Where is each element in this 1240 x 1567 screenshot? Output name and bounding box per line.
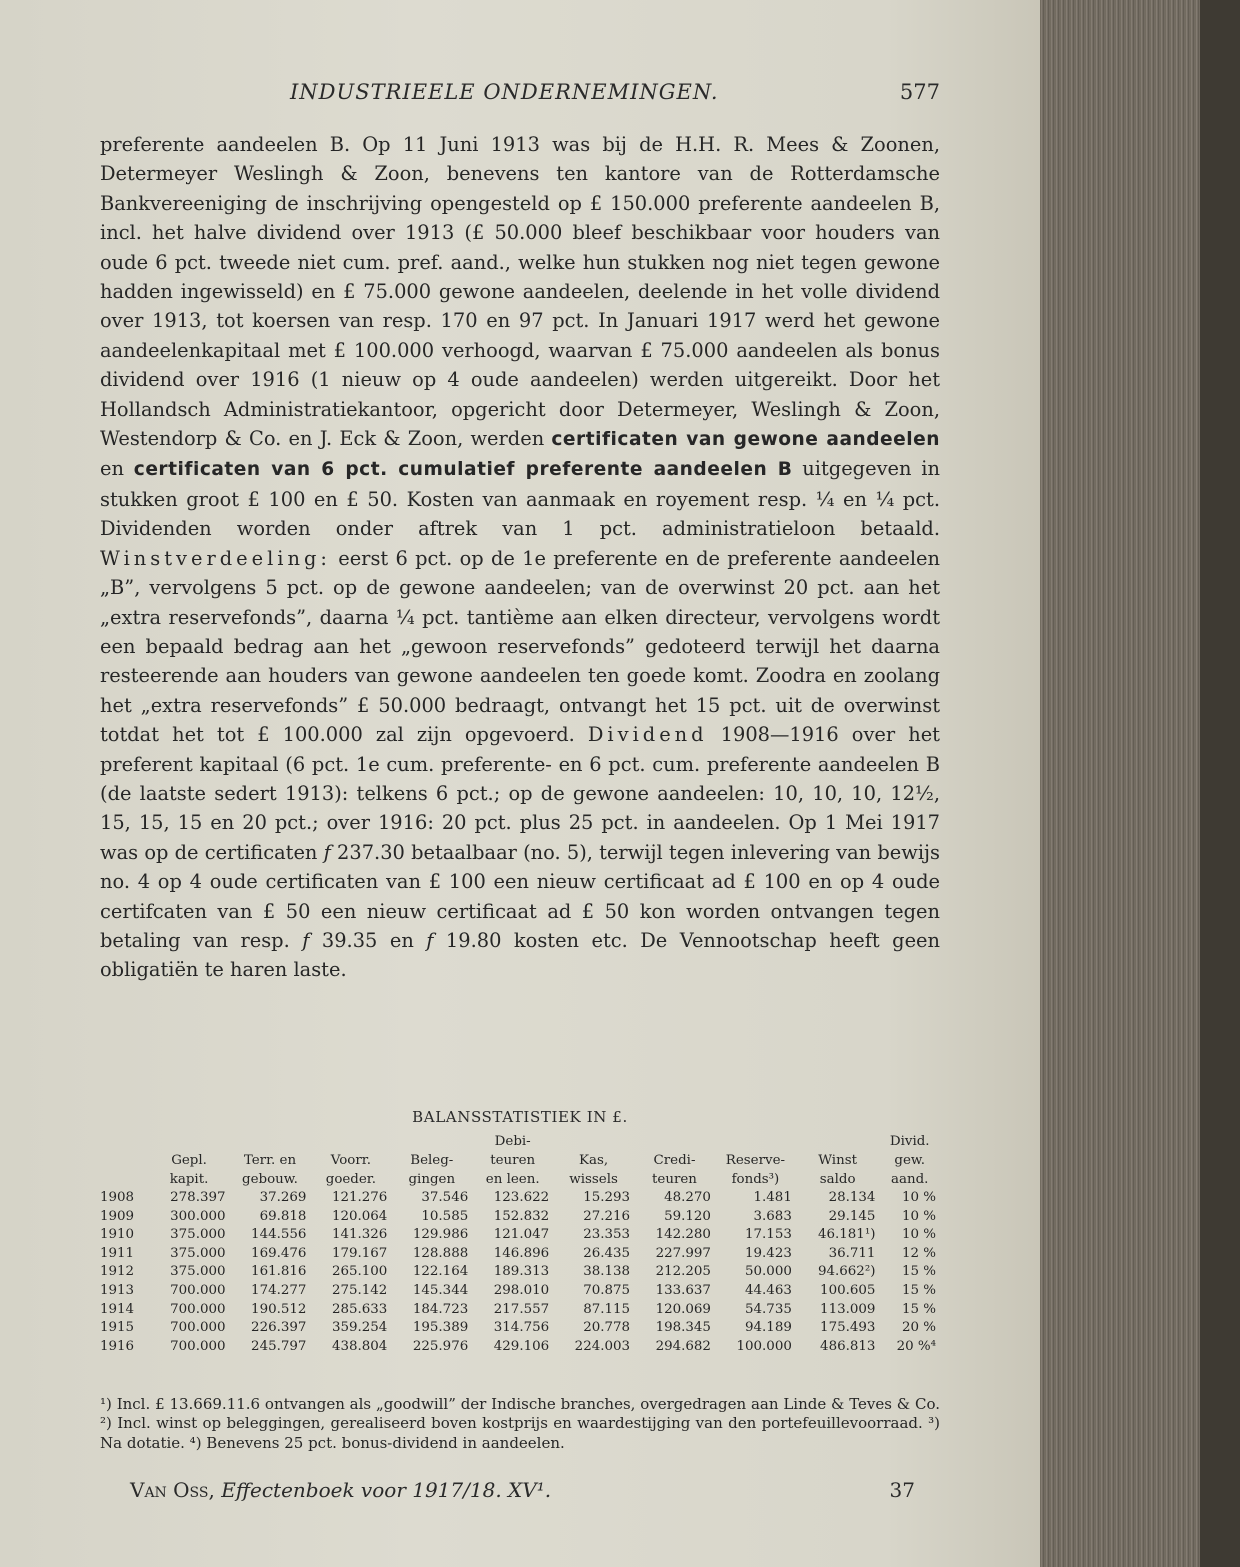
- value-cell: 94.662²): [817, 1264, 876, 1280]
- value-cell: 26.435: [583, 1245, 631, 1261]
- value-cell: 120.064: [331, 1208, 388, 1224]
- page-footer: [100, 1478, 940, 1508]
- year-cell: 1913: [100, 1282, 135, 1298]
- value-cell: 46.181¹): [817, 1227, 876, 1243]
- value-cell: 227.997: [655, 1245, 711, 1261]
- table-row: [100, 1263, 940, 1282]
- value-cell: 20 %⁴: [896, 1338, 936, 1354]
- value-cell: 120.069: [655, 1301, 711, 1317]
- value-cell: 278.397: [170, 1190, 226, 1205]
- value-cell: 10 %: [901, 1227, 936, 1243]
- year-cell: 1912: [100, 1264, 135, 1280]
- year-cell: 1915: [100, 1320, 135, 1336]
- value-cell: 144.556: [251, 1227, 307, 1243]
- text-run: en: [100, 457, 134, 481]
- value-cell: 190.512: [251, 1301, 307, 1317]
- column-header: kapit.: [169, 1172, 209, 1187]
- column-header: saldo: [819, 1172, 856, 1187]
- table-row: [100, 1338, 940, 1357]
- value-cell: 129.986: [412, 1227, 469, 1243]
- column-header: gebouw.: [242, 1172, 298, 1187]
- text-run: 39.35 en: [309, 928, 427, 952]
- column-header: Debi-: [494, 1134, 531, 1149]
- text-run: eerst 6 pct. op de 1e preferente en de preferente aandeelen „B”, vervolgens 5 pct. op de gewone aandeelen; van de overwinst 20 pct. aan het „extra reservefonds”, daarna ¼ pct. tantième aan elken directeur, vervolgens wordt een bepaald bedrag aan het „gewoon reservefonds” gedoteerd terwijl het daarna resteerende aan houders van gewone aandeelen ten goede komt. Zoodra en zoolang het „extra reservefonds” £ 50.000 bedraagt, ontvangt het 15 pct. uit de overwinst totdat het tot £ 100.000 zal zijn opgevoerd.: [100, 546, 940, 747]
- value-cell: 300.000: [170, 1208, 226, 1224]
- value-cell: 29.145: [828, 1208, 876, 1224]
- value-cell: 245.797: [251, 1338, 307, 1354]
- paragraph: [100, 130, 940, 985]
- text-run: preferente aandeelen B. Op 11 Juni 1913 was bij de H.H. R. Mees & Zoonen, Determeyer Weslingh & Zoon, benevens ten kantore van de Rotterdamsche Bankvereeniging de inschrijving opengesteld op £ 150.000 preferente aandeelen B, incl. het halve dividend over 1913 (£ 50.000 bleef beschikbaar voor houders van oude 6 pct. tweede niet cum. pref. aand., welke hun stukken nog niet tegen gewone hadden ingewisseld) en £ 75.000 gewone aandeelen, deelende in het volle dividend over 1913, tot koersen van resp. 170 en 97 pct. In Januari 1917 werd het gewone aandeelenkapitaal met £ 100.000 verhoogd, waarvan £ 75.000 aandeelen als bonus dividend over 1916 (1 nieuw op 4 oude aandeelen) werden uitgereikt. Door het Hollandsch Administratiekantoor, opgericht door Determeyer, Weslingh & Zoon, Westendorp & Co. en J. Eck & Zoon, werden: [100, 133, 940, 451]
- header-row: [100, 1132, 940, 1151]
- value-cell: 12 %: [901, 1245, 936, 1261]
- value-cell: 48.270: [664, 1190, 711, 1205]
- value-cell: 38.138: [583, 1264, 631, 1280]
- value-cell: 23.353: [583, 1227, 631, 1243]
- footnotes: [100, 1395, 940, 1453]
- value-cell: 217.557: [493, 1301, 550, 1317]
- value-cell: 113.009: [820, 1301, 876, 1317]
- year-cell: 1914: [100, 1301, 135, 1317]
- column-header: [715, 1132, 796, 1151]
- bold-term: certificaten van 6 pct. cumulatief preferente aandeelen B: [133, 459, 793, 481]
- footnote-text: ¹) Incl. £ 13.669.11.6 ontvangen als „goodwill” der Indische branches, overgedragen aan Linde & Teves & Co. ²) Incl. winst op beleggingen, gerealiseerd boven kostprijs en waardestijging van den portefeuillevoorraad. ³) Na dotatie. ⁴) Benevens 25 pct. bonus-dividend in aandeelen.: [100, 1395, 940, 1452]
- value-cell: 429.106: [493, 1338, 550, 1354]
- value-cell: 100.000: [736, 1338, 792, 1354]
- column-header: Divid.: [889, 1134, 930, 1149]
- value-cell: 285.633: [331, 1301, 388, 1317]
- value-cell: 28.134: [828, 1190, 876, 1205]
- value-cell: 142.280: [655, 1227, 711, 1243]
- column-header: teuren: [490, 1153, 536, 1168]
- table-row: [100, 1208, 940, 1227]
- column-header: [149, 1132, 230, 1151]
- year-cell: 1910: [100, 1227, 135, 1243]
- value-cell: 700.000: [170, 1282, 226, 1298]
- value-cell: 15 %: [901, 1264, 936, 1280]
- value-cell: 146.896: [493, 1245, 550, 1261]
- column-header: Reserve-: [725, 1153, 786, 1168]
- column-header: [100, 1151, 149, 1170]
- year-cell: 1911: [100, 1245, 135, 1261]
- table-head: [100, 1132, 940, 1189]
- column-header: Voorr.: [330, 1153, 371, 1168]
- value-cell: 59.120: [664, 1208, 711, 1224]
- bold-term: certificaten van gewone aandeelen: [551, 429, 940, 451]
- column-header: [100, 1170, 149, 1189]
- value-cell: 152.832: [493, 1208, 550, 1224]
- value-cell: 133.637: [655, 1282, 711, 1298]
- value-cell: 275.142: [331, 1282, 388, 1298]
- column-header: [553, 1132, 634, 1151]
- value-cell: 212.205: [655, 1264, 711, 1280]
- body-text: [100, 130, 940, 985]
- text-run: 237.30 betaalbaar (no. 5), terwijl tegen inlevering van bewijs no. 4 op 4 oude certificaten van £ 100 een nieuw certificaat ad £ 100 en op 4 oude certifcaten van £ 50 een nieuw certificaat ad £ 50 kon worden ontvangen tegen betaling van resp.: [100, 840, 940, 952]
- footer-author: Van Oss,: [130, 1478, 215, 1502]
- value-cell: 294.682: [655, 1338, 711, 1354]
- value-cell: 44.463: [745, 1282, 792, 1298]
- table-row: [100, 1282, 940, 1301]
- year-cell: 1909: [100, 1208, 135, 1224]
- year-cell: 1916: [100, 1338, 135, 1354]
- table-row: [100, 1319, 940, 1338]
- text-run: 1908—1916 over het preferent kapitaal (6 pct. 1e cum. preferente- en 6 pct. cum. preferente aandeelen B (de laatste sedert 1913): telkens 6 pct.; op de gewone aandeelen: 10, 10, 10, 12½, 15, 15, 15 en 20 pct.; over 1916: 20 pct. plus 25 pct. in aandeelen. Op 1 Mei 1917 was op de certificaten: [100, 723, 940, 864]
- value-cell: 145.344: [412, 1282, 469, 1298]
- value-cell: 700.000: [170, 1320, 226, 1336]
- book-page-edges: [1040, 0, 1240, 1567]
- value-cell: 128.888: [412, 1245, 469, 1261]
- florin-sign: f: [323, 840, 331, 864]
- page-number: 577: [899, 80, 940, 104]
- footer-book-title: Effectenboek voor 1917/18.: [221, 1478, 502, 1502]
- value-cell: 15 %: [901, 1282, 936, 1298]
- value-cell: 314.756: [493, 1320, 550, 1336]
- value-cell: 375.000: [170, 1264, 226, 1280]
- table-body: [100, 1189, 940, 1356]
- column-header: Beleg-: [410, 1153, 454, 1168]
- value-cell: 184.723: [412, 1301, 469, 1317]
- value-cell: 20 %: [901, 1320, 936, 1336]
- spaced-heading: Winstverdeeling:: [100, 546, 331, 570]
- header-row: [100, 1170, 940, 1189]
- value-cell: 141.326: [331, 1227, 388, 1243]
- value-cell: 486.813: [820, 1338, 876, 1354]
- value-cell: 123.622: [493, 1190, 550, 1205]
- table-title: BALANSSTATISTIEK IN £.: [412, 1108, 628, 1126]
- value-cell: 70.875: [583, 1282, 631, 1298]
- value-cell: 121.047: [493, 1227, 550, 1243]
- column-header: [634, 1132, 715, 1151]
- running-title: INDUSTRIEELE ONDERNEMINGEN.: [290, 80, 719, 104]
- value-cell: 19.423: [745, 1245, 792, 1261]
- column-header: [391, 1132, 472, 1151]
- column-header: gew.: [894, 1153, 926, 1168]
- value-cell: 17.153: [745, 1227, 792, 1243]
- footer-citation: [130, 1478, 551, 1502]
- value-cell: 700.000: [170, 1301, 226, 1317]
- column-header: fonds³): [731, 1172, 780, 1187]
- column-header: Credi-: [653, 1153, 696, 1168]
- value-cell: 224.003: [574, 1338, 631, 1354]
- value-cell: 169.476: [251, 1245, 307, 1261]
- value-cell: 37.546: [421, 1190, 469, 1205]
- table-row: [100, 1189, 940, 1208]
- value-cell: 100.605: [820, 1282, 876, 1298]
- table-row: [100, 1245, 940, 1264]
- value-cell: 174.277: [251, 1282, 307, 1298]
- spaced-heading: Dividend: [587, 723, 708, 747]
- text-run: 19.80 kosten etc. De Vennootschap heeft geen obligatiën te haren laste.: [100, 928, 941, 982]
- value-cell: 87.115: [583, 1301, 631, 1317]
- value-cell: 175.493: [820, 1320, 876, 1336]
- book-edge-shadow: [1200, 0, 1240, 1567]
- column-header: Gepl.: [171, 1153, 207, 1168]
- value-cell: 10 %: [901, 1208, 936, 1224]
- value-cell: 15.293: [583, 1190, 631, 1205]
- value-cell: 69.818: [259, 1208, 307, 1224]
- value-cell: 3.683: [753, 1208, 792, 1224]
- year-cell: 1908: [100, 1190, 135, 1205]
- value-cell: 94.189: [745, 1320, 792, 1336]
- value-cell: 161.816: [251, 1264, 307, 1280]
- florin-sign: f: [302, 928, 310, 952]
- value-cell: 1.481: [753, 1190, 792, 1205]
- column-header: en leen.: [485, 1172, 540, 1187]
- value-cell: 10.585: [421, 1208, 469, 1224]
- table-row: [100, 1226, 940, 1245]
- column-header: [310, 1132, 391, 1151]
- value-cell: 375.000: [170, 1245, 226, 1261]
- balance-statistics-table: [100, 1132, 940, 1356]
- column-header: goeder.: [325, 1172, 376, 1187]
- value-cell: 179.167: [331, 1245, 388, 1261]
- value-cell: 37.269: [259, 1190, 307, 1205]
- value-cell: 198.345: [655, 1320, 711, 1336]
- value-cell: 359.254: [331, 1320, 388, 1336]
- column-header: Terr. en: [243, 1153, 297, 1168]
- column-header: Kas,: [579, 1153, 609, 1168]
- value-cell: 121.276: [331, 1190, 388, 1205]
- value-cell: 298.010: [493, 1282, 550, 1298]
- value-cell: 265.100: [331, 1264, 388, 1280]
- footer-volume: XV¹.: [508, 1478, 552, 1502]
- column-header: [796, 1132, 880, 1151]
- value-cell: 226.397: [251, 1320, 307, 1336]
- column-header: [230, 1132, 311, 1151]
- florin-sign: f: [426, 928, 434, 952]
- value-cell: 50.000: [745, 1264, 792, 1280]
- value-cell: 700.000: [170, 1338, 226, 1354]
- column-header: Winst: [818, 1153, 857, 1168]
- column-header: teuren: [652, 1172, 697, 1187]
- value-cell: 189.313: [493, 1264, 550, 1280]
- value-cell: 15 %: [901, 1301, 936, 1317]
- footer-sheet-number: 37: [889, 1478, 915, 1502]
- column-header: wissels: [569, 1172, 618, 1187]
- header-row: [100, 1151, 940, 1170]
- value-cell: 27.216: [583, 1208, 631, 1224]
- value-cell: 54.735: [745, 1301, 792, 1317]
- page-header: [100, 80, 940, 110]
- table-row: [100, 1301, 940, 1320]
- value-cell: 20.778: [583, 1320, 631, 1336]
- column-header: [100, 1132, 149, 1151]
- value-cell: 225.976: [412, 1338, 469, 1354]
- column-header: gingen: [408, 1172, 456, 1187]
- value-cell: 36.711: [828, 1245, 876, 1261]
- value-cell: 195.389: [412, 1320, 469, 1336]
- text-run: uitgegeven in stukken groot £ 100 en £ 50. Kosten van aanmaak en royement resp. ¼ en ¼ pct. Dividenden worden onder aftrek van 1 pct. administratieloon betaald.: [100, 457, 940, 541]
- value-cell: 122.164: [412, 1264, 469, 1280]
- value-cell: 438.804: [331, 1338, 388, 1354]
- value-cell: 10 %: [901, 1190, 936, 1205]
- value-cell: 375.000: [170, 1227, 226, 1243]
- column-header: aand.: [891, 1172, 929, 1187]
